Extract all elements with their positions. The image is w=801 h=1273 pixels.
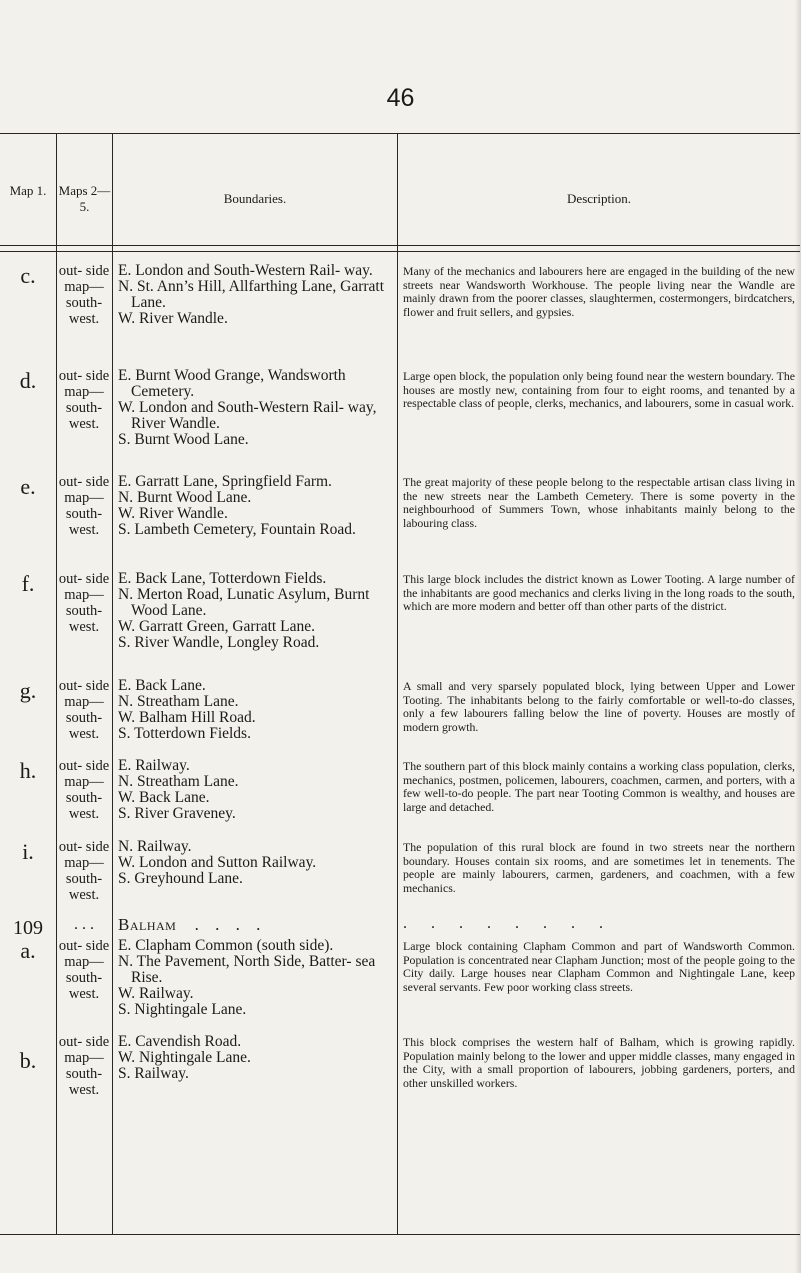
boundary-line: W. Garratt Green, Garratt Lane.: [118, 618, 315, 635]
table-bottom-rule: [0, 1234, 800, 1235]
boundary-line: W. Balham Hill Road.: [118, 709, 256, 726]
boundaries: [118, 839, 396, 887]
column-divider-3: [397, 133, 398, 1234]
map-letter: i.: [22, 839, 34, 864]
description: The great majority of these people belong to the respectable artisan class living in the new streets near the Lambeth Cemetery. There is some poverty in the neighbourhood of Summers Town, whose inhabitants mainly belong to the labouring class.: [403, 475, 795, 530]
boundary-line: E. London and South-Western Rail- way.: [118, 262, 373, 279]
boundaries: [118, 1034, 396, 1082]
maps-ref: out- side map— south- west.: [58, 839, 110, 903]
map-letter: e.: [20, 474, 36, 499]
boundary-line: S. River Graveney.: [118, 805, 236, 822]
boundary-line: E. Cavendish Road.: [118, 1033, 242, 1050]
boundaries: [118, 938, 396, 1018]
boundary-line: N. Railway.: [118, 838, 192, 855]
maps-ref: out- side map— south- west.: [58, 678, 110, 742]
description: A small and very sparsely populated block, lying between Upper and Lower Tooting. The inhabitants belong to the fairly comfortable or well-to-do classes, only a few labourers falling below the line of poverty. Houses are mostly of modern growth.: [403, 679, 795, 734]
description: This block comprises the western half of Balham, which is growing rapidly. Population mainly belong to the lower and upper middle classes, many engaged in the City, with a small proportion of labourers, jobbing gardeners, porters, and other unskilled workers.: [403, 1035, 795, 1090]
boundaries: [118, 474, 396, 538]
description: The southern part of this block mainly contains a working class population, clerks, mechanics, postmen, policemen, labourers, coachmen, carmen, and porters, with a few well-to-do people. The part near Tooting Common is wealthy, and houses are large and detached.: [403, 759, 795, 814]
boundary-line: S. Railway.: [118, 1065, 189, 1082]
map-letter: c.: [20, 263, 36, 288]
header-maps: Maps 2—5.: [58, 183, 111, 214]
description: The population of this rural block are found in two streets near the northern boundary. Houses contain six rooms, and are sometimes let in tenements. The people are mainly labourers, carmen, gardeners, and coachmen, with a few mechanics.: [403, 840, 795, 895]
boundary-line: W. River Wandle.: [118, 505, 228, 522]
boundary-line: W. London and Sutton Railway.: [118, 854, 317, 871]
boundary-line: E. Clapham Common (south side).: [118, 937, 334, 954]
map-letter: d.: [19, 368, 37, 393]
description: Large open block, the population only being found near the western boundary. The houses are mostly new, containing from four to eight rooms, and tenanted by a respectable class of people, clerks, mechanics, and labourers, some in casual work.: [403, 369, 795, 410]
boundary-line: E. Back Lane.: [118, 677, 206, 694]
boundary-line: N. Streatham Lane.: [118, 693, 239, 710]
boundaries: [118, 368, 396, 448]
boundary-line: S. Totterdown Fields.: [118, 725, 251, 742]
maps-ref: out- side map— south- west.: [58, 474, 110, 538]
boundaries: [118, 571, 396, 651]
boundaries: [118, 263, 396, 327]
table-top-rule: [0, 133, 800, 134]
section-title: [118, 917, 396, 933]
section-title-dots: . . . .: [194, 915, 267, 934]
description: Many of the mechanics and labourers here are engaged in the building of the new streets near Wandsworth Workhouse. The people living near the Wandle are mainly drawn from the poorer classes, slaughtermen, costermongers, birdcatchers, flower and fruit sellers, and gypsies.: [403, 264, 795, 319]
section-maps-dots: . . .: [74, 916, 94, 933]
boundary-line: E. Burnt Wood Grange, Wandsworth Cemetery.: [118, 367, 346, 400]
boundary-line: S. Nightingale Lane.: [118, 1001, 247, 1018]
boundary-line: N. Streatham Lane.: [118, 773, 239, 790]
boundary-line: N. Burnt Wood Lane.: [118, 489, 252, 506]
boundary-line: E. Railway.: [118, 757, 190, 774]
map-letter: h.: [19, 758, 37, 783]
boundary-line: W. River Wandle.: [118, 310, 228, 327]
header-double-rule: [0, 251, 800, 252]
boundary-line: N. St. Ann’s Hill, Allfarthing Lane, Garratt Lane.: [118, 278, 385, 311]
boundary-line: W. Back Lane.: [118, 789, 210, 806]
boundary-line: E. Garratt Lane, Springfield Farm.: [118, 473, 332, 490]
maps-ref: out- side map— south- west.: [58, 938, 110, 1002]
header-bottom-rule: [0, 245, 800, 246]
page-number: 46: [386, 84, 415, 112]
boundary-line: S. Greyhound Lane.: [118, 870, 243, 887]
boundary-line: W. Nightingale Lane.: [118, 1049, 251, 1066]
section-title-text: Balham: [118, 915, 177, 934]
boundary-line: W. Railway.: [118, 985, 194, 1002]
boundary-line: N. Merton Road, Lunatic Asylum, Burnt Wood Lane.: [118, 586, 370, 619]
boundary-line: S. Lambeth Cemetery, Fountain Road.: [118, 521, 356, 538]
description: Large block containing Clapham Common and part of Wandsworth Common. Population is concentrated near Clapham Junction; most of the people going to the City daily. Large houses near Clapham Common and Nightingale Lane, keep several servants. Few poor working class streets.: [403, 939, 795, 994]
maps-ref: out- side map— south- west.: [58, 368, 110, 432]
boundary-line: S. River Wandle, Longley Road.: [118, 634, 320, 651]
maps-ref: out- side map— south- west.: [58, 571, 110, 635]
maps-ref: out- side map— south- west.: [58, 263, 110, 327]
boundaries: [118, 678, 396, 742]
maps-ref: out- side map— south- west.: [58, 1034, 110, 1098]
map-letter: g.: [19, 678, 37, 703]
header-boundaries: Boundaries.: [223, 191, 287, 206]
boundaries: [118, 758, 396, 822]
header-map: Map 1.: [9, 183, 47, 198]
section-map-number: 109: [13, 917, 43, 939]
description: This large block includes the district known as Lower Tooting. A large number of the inhabitants are good mechanics and clerks living in the long roads to the south, which are more modern and better off than other parts of the district.: [403, 572, 795, 613]
map-letter: b.: [19, 1048, 37, 1073]
column-divider-2: [112, 133, 113, 1234]
map-letter: f.: [21, 571, 35, 596]
boundary-line: S. Burnt Wood Lane.: [118, 431, 249, 448]
boundary-line: N. The Pavement, North Side, Batter- sea Rise.: [118, 953, 376, 986]
section-desc-dots: . . . . . . . .: [403, 915, 613, 932]
header-description: Description.: [567, 191, 631, 206]
boundary-line: W. London and South-Western Rail- way, River Wandle.: [118, 399, 377, 432]
maps-ref: out- side map— south- west.: [58, 758, 110, 822]
map-letter: a.: [20, 938, 36, 963]
boundary-line: E. Back Lane, Totterdown Fields.: [118, 570, 327, 587]
